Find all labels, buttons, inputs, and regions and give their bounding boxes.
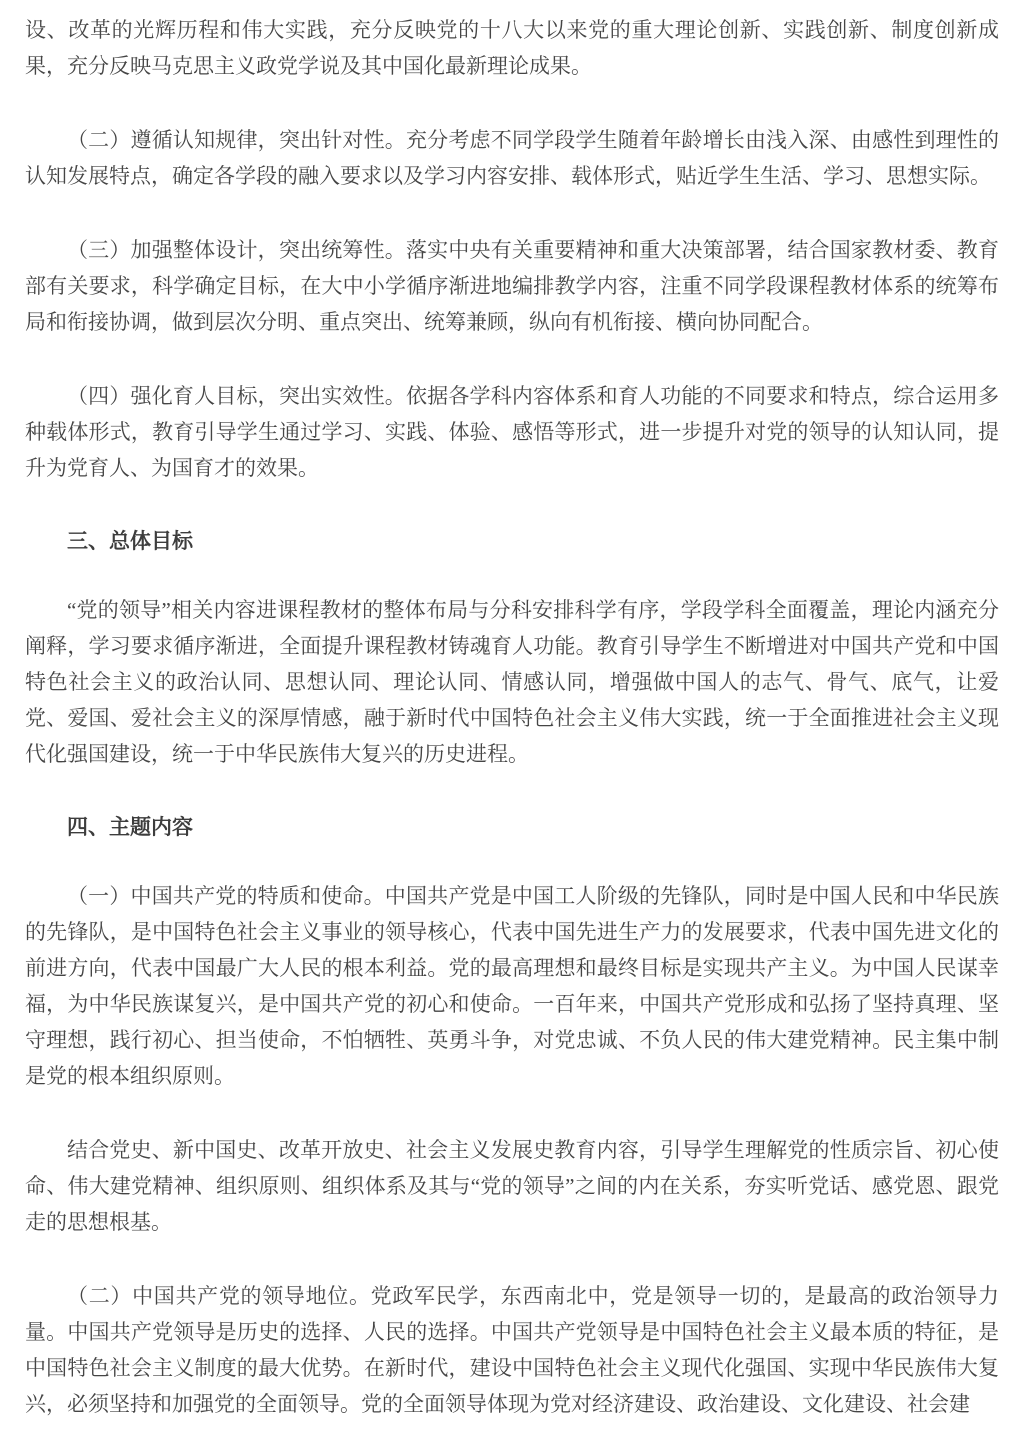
paragraph-continuation: 设、改革的光辉历程和伟大实践，充分反映党的十八大以来党的重大理论创新、实践创新、制度创新成果，充分反映马克思主义政党学说及其中国化最新理论成果。 (25, 18, 999, 78)
heading-theme-content: 四、主题内容 (67, 816, 193, 839)
paragraph-principle-2-cognition: （二）遵循认知规律，突出针对性。充分考虑不同学段学生随着年龄增长由浅入深、由感性到理性的认知发展特点，确定各学段的融入要求以及学习内容安排、载体形式，贴近学生生活、学习、思想实际。 (25, 128, 999, 188)
paragraph-principle-4-education-goal: （四）强化育人目标，突出实效性。依据各学科内容体系和育人功能的不同要求和特点，综合运用多种载体形式，教育引导学生通过学习、实践、体验、感悟等形式，进一步提升对党的领导的认知认同，提升为党育人、为国育才的效果。 (25, 384, 999, 480)
paragraph-theme-1-party-nature-mission: （一）中国共产党的特质和使命。中国共产党是中国工人阶级的先锋队，同时是中国人民和中华民族的先锋队，是中国特色社会主义事业的领导核心，代表中国先进生产力的发展要求，代表中国先进文化的前进方向，代表中国最广大人民的根本利益。党的最高理想和最终目标是实现共产主义。为中国人民谋幸福，为中华民族谋复兴，是中国共产党的初心和使命。一百年来，中国共产党形成和弘扬了坚持真理、坚守理想，践行初心、担当使命，不怕牺牲、英勇斗争，对党忠诚、不负人民的伟大建党精神。民主集中制是党的根本组织原则。 (25, 884, 999, 1088)
paragraph-theme-1-history-education: 结合党史、新中国史、改革开放史、社会主义发展史教育内容，引导学生理解党的性质宗旨、初心使命、伟大建党精神、组织原则、组织体系及其与“党的领导”之间的内在关系，夯实听党话、感党恩、跟党走的思想根基。 (25, 1138, 999, 1234)
paragraph-overall-goals: “党的领导”相关内容进课程教材的整体布局与分科安排科学有序，学段学科全面覆盖，理论内涵充分阐释，学习要求循序渐进，全面提升课程教材铸魂育人功能。教育引导学生不断增进对中国共产党和中国特色社会主义的政治认同、思想认同、理论认同、情感认同，增强做中国人的志气、骨气、底气，让爱党、爱国、爱社会主义的深厚情感，融于新时代中国特色社会主义伟大实践，统一于全面推进社会主义现代化强国建设，统一于中华民族伟大复兴的历史进程。 (25, 598, 999, 766)
paragraph-theme-2-leadership-position: （二）中国共产党的领导地位。党政军民学，东西南北中，党是领导一切的，是最高的政治领导力量。中国共产党领导是历史的选择、人民的选择。中国共产党领导是中国特色社会主义最本质的特征，是中国特色社会主义制度的最大优势。在新时代，建设中国特色社会主义现代化强国、实现中华民族伟大复兴，必须坚持和加强党的全面领导。党的全面领导体现为党对经济建设、政治建设、文化建设、社会建 (25, 1284, 999, 1416)
heading-overall-goals: 三、总体目标 (67, 530, 193, 553)
paragraph-principle-3-overall-design: （三）加强整体设计，突出统筹性。落实中央有关重要精神和重大决策部署，结合国家教材委、教育部有关要求，科学确定目标，在大中小学循序渐进地编排教学内容，注重不同学段课程教材体系的统筹布局和衔接协调，做到层次分明、重点突出、统筹兼顾，纵向有机衔接、横向协同配合。 (25, 238, 999, 334)
